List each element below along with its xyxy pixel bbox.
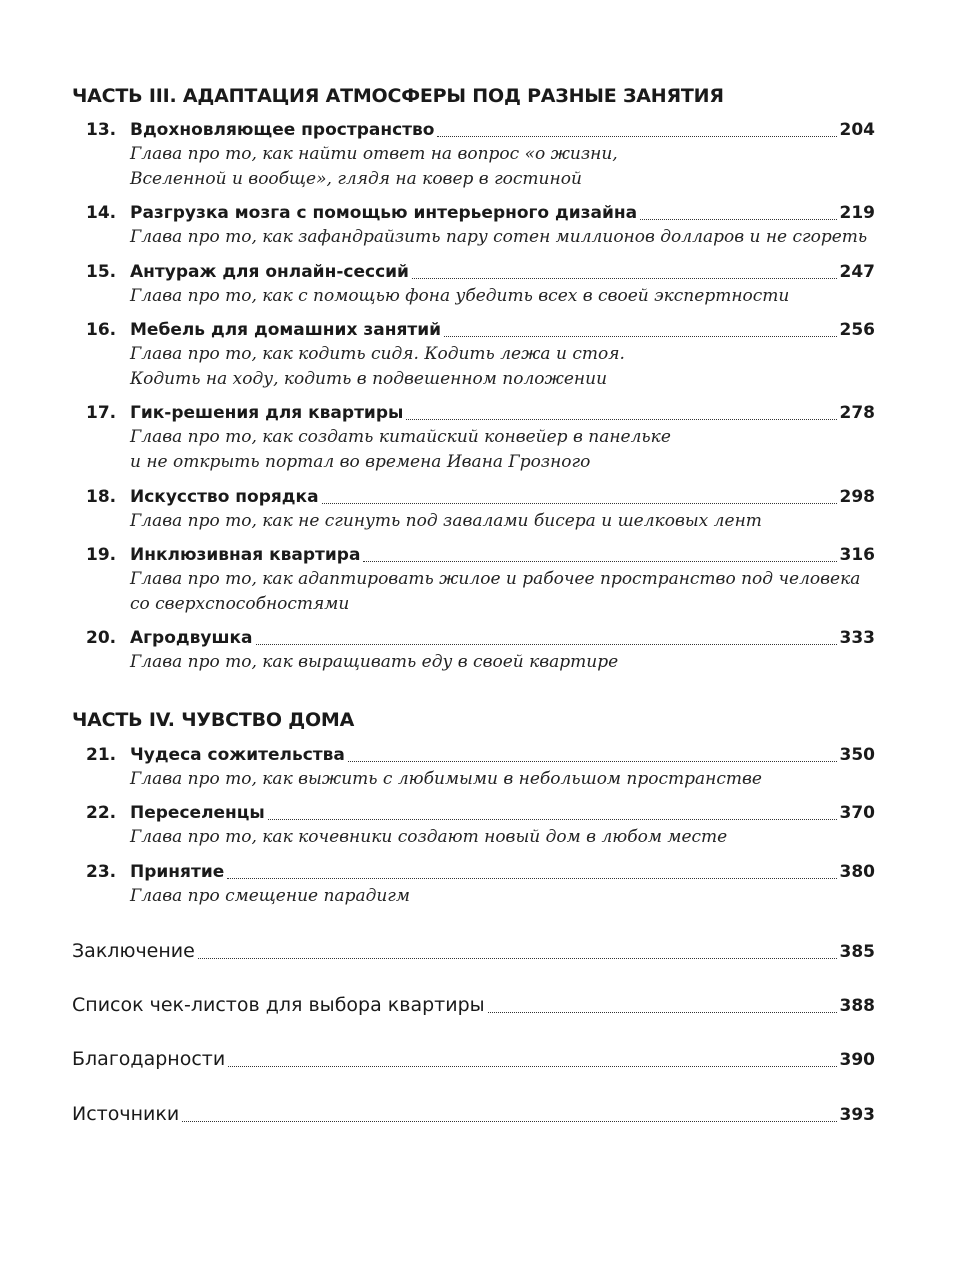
chapter-title: Чудеса сожительства (130, 745, 345, 765)
dot-leader (348, 761, 837, 762)
dot-leader (268, 819, 837, 820)
dot-leader (228, 1066, 836, 1067)
dot-leader (322, 503, 837, 504)
page-number: 370 (839, 803, 875, 823)
page-number: 388 (839, 996, 875, 1016)
chapter-number: 22. (86, 803, 117, 823)
chapter-title: Разгрузка мозга с помощью интерьерного дизайна (130, 203, 638, 223)
chapter-title: Антураж для онлайн-сессий (130, 262, 409, 282)
chapter-description: со сверхспособностями (130, 594, 350, 614)
chapter-description: Глава про то, как с помощью фона убедить всех в своей экспертности (130, 286, 790, 306)
dot-leader (488, 1012, 837, 1013)
chapter-description: Глава про то, как зафандрайзить пару сотен миллионов долларов и не сгореть (130, 227, 868, 247)
dot-leader (437, 136, 836, 137)
dot-leader (363, 561, 836, 562)
page-number: 393 (839, 1105, 875, 1125)
page-number: 333 (839, 628, 875, 648)
entry-title: Благодарности (72, 1048, 226, 1070)
toc-entry[interactable] (72, 318, 875, 392)
chapter-title: Вдохновляющее пространство (130, 120, 435, 140)
dot-leader (444, 336, 836, 337)
chapter-number: 20. (86, 628, 117, 648)
dot-leader (406, 419, 836, 420)
part-title: ЧАСТЬ IV. ЧУВСТВО ДОМА (72, 709, 355, 731)
page-number: 298 (839, 487, 875, 507)
entry-title: Список чек-листов для выбора квартиры (72, 994, 485, 1016)
chapter-number: 18. (86, 487, 117, 507)
page-number: 350 (839, 745, 875, 765)
chapter-title: Мебель для домашних занятий (130, 320, 442, 340)
chapter-description: Глава про то, как выращивать еду в своей квартире (130, 652, 619, 672)
chapter-description: Глава про то, как адаптировать жилое и рабочее пространство под человека (130, 569, 861, 589)
chapter-title: Инклюзивная квартира (130, 545, 361, 565)
toc-entry[interactable] (72, 485, 875, 534)
toc-entry-sources[interactable] (72, 1101, 875, 1127)
toc-entry[interactable] (72, 860, 875, 909)
page-number: 247 (839, 262, 875, 282)
toc-entry[interactable] (72, 543, 875, 617)
chapter-title: Агродвушка (130, 628, 253, 648)
chapter-description: Кодить на ходу, кодить в подвешенном положении (130, 369, 608, 389)
chapter-number: 14. (86, 203, 117, 223)
chapter-number: 16. (86, 320, 117, 340)
dot-leader (412, 278, 837, 279)
dot-leader (227, 878, 836, 879)
dot-leader (198, 958, 837, 959)
chapter-description: Глава про то, как не сгинуть под завалами бисера и шелковых лент (130, 511, 762, 531)
chapter-number: 21. (86, 745, 117, 765)
page-number: 316 (839, 545, 875, 565)
chapter-description: Вселенной и вообще», глядя на ковер в гостиной (130, 169, 582, 189)
toc-entry[interactable] (72, 118, 875, 192)
part-title: ЧАСТЬ III. АДАПТАЦИЯ АТМОСФЕРЫ ПОД РАЗНЫЕ ЗАНЯТИЯ (72, 85, 724, 107)
entry-title: Источники (72, 1103, 180, 1125)
chapter-title: Переселенцы (130, 803, 265, 823)
toc-entry[interactable] (72, 260, 875, 309)
chapter-number: 17. (86, 403, 117, 423)
chapter-number: 23. (86, 862, 117, 882)
toc-entry-acknowledgements[interactable] (72, 1046, 875, 1072)
chapter-number: 13. (86, 120, 117, 140)
entry-title: Заключение (72, 940, 195, 962)
chapter-description: и не открыть портал во времена Ивана Грозного (130, 452, 591, 472)
page-number: 219 (839, 203, 875, 223)
page-number: 385 (839, 942, 875, 962)
dot-leader (256, 644, 837, 645)
chapter-title: Гик-решения для квартиры (130, 403, 404, 423)
chapter-number: 15. (86, 262, 117, 282)
toc-entry[interactable] (72, 626, 875, 675)
chapter-description: Глава про то, как кочевники создают новый дом в любом месте (130, 827, 728, 847)
toc-entry[interactable] (72, 743, 875, 792)
toc-entry-conclusion[interactable] (72, 938, 875, 964)
toc-entry[interactable] (72, 201, 875, 250)
chapter-title: Принятие (130, 862, 225, 882)
chapter-number: 19. (86, 545, 117, 565)
chapter-title: Искусство порядка (130, 487, 319, 507)
page-number: 380 (839, 862, 875, 882)
chapter-description: Глава про смещение парадигм (130, 886, 410, 906)
chapter-description: Глава про то, как найти ответ на вопрос «о жизни, (130, 144, 618, 164)
dot-leader (182, 1121, 836, 1122)
page-number: 256 (839, 320, 875, 340)
page-number: 278 (839, 403, 875, 423)
chapter-description: Глава про то, как создать китайский конвейер в панельке (130, 427, 671, 447)
toc-entry-checklists[interactable] (72, 992, 875, 1018)
page-number: 390 (839, 1050, 875, 1070)
toc-entry[interactable] (72, 401, 875, 475)
chapter-description: Глава про то, как выжить с любимыми в небольшом пространстве (130, 769, 762, 789)
dot-leader (640, 219, 836, 220)
toc-entry[interactable] (72, 801, 875, 850)
chapter-description: Глава про то, как кодить сидя. Кодить лежа и стоя. (130, 344, 625, 364)
page-number: 204 (839, 120, 875, 140)
